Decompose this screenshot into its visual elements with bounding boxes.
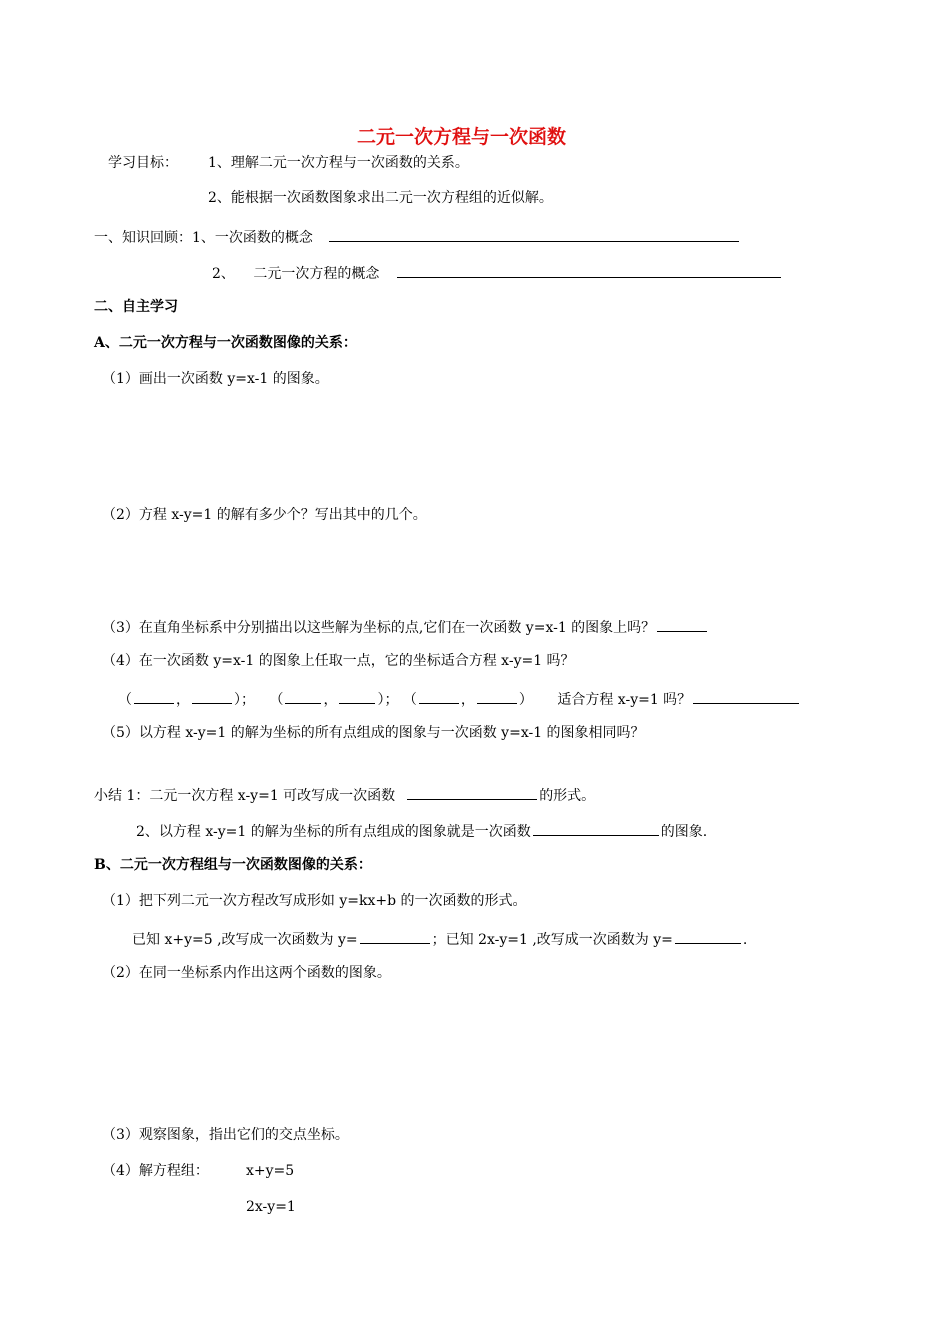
pair-2-comma: ， [323,692,338,708]
summary-1-suffix: 的形式。 [539,788,596,804]
goal-item-2: 2、能根据一次函数图象求出二元一次方程组的近似解。 [208,190,553,206]
page-title: 二元一次方程与一次函数 [357,126,567,148]
conversion-1-blank[interactable] [360,928,430,944]
summary-1 [94,784,595,805]
pairs-question: 适合方程 x-y=1 吗？ [557,692,692,708]
part-a-question-3-text: （3）在直角坐标系中分别描出以这些解为坐标的点,它们在一次函数 y=x-1 的图象上吗？ [102,620,656,636]
pair-3-comma: ， [460,692,475,708]
part-a-question-4: （4）在一次函数 y=x-1 的图象上任取一点，它的坐标适合方程 x-y=1 吗？ [102,653,575,669]
conversion-1-text: 已知 x+y=5 ,改写成一次函数为 y= [132,932,358,948]
part-a-question-1: （1）画出一次函数 y=x-1 的图象。 [102,371,329,387]
part-b-question-2: （2）在同一坐标系内作出这两个函数的图象。 [102,965,391,981]
summary-2-text: 2、以方程 x-y=1 的解为坐标的所有点组成的图象就是一次函数 [136,824,531,840]
pair-2-open: （ [269,692,284,708]
pair-2-x-blank[interactable] [285,688,321,704]
pair-3-y-blank[interactable] [477,688,517,704]
pair-3-x-blank[interactable] [419,688,459,704]
part-a-question-5: （5）以方程 x-y=1 的解为坐标的所有点组成的图象与一次函数 y=x-1 的图象相同吗？ [102,725,645,741]
review-answer-1-blank[interactable] [329,226,739,242]
conversion-end: . [742,932,748,948]
pair-2-close: ）； [377,692,399,708]
pair-3-open: （ [402,692,417,708]
coordinate-pairs-row [118,688,801,709]
pair-2-y-blank[interactable] [339,688,375,704]
conversion-2-text: ；已知 2x-y=1 ,改写成一次函数为 y= [431,932,673,948]
summary-2-blank[interactable] [533,820,659,836]
summary-2 [136,820,707,841]
pair-3-close: ） [518,692,533,708]
summary-2-suffix: 的图象. [660,824,708,840]
pair-1-open: （ [118,692,132,708]
review-item-2-number: 2、 [212,266,235,282]
equation-1: x+y=5 [246,1163,295,1179]
part-b-question-1-conversions [132,928,747,949]
pair-1-x-blank[interactable] [134,688,174,704]
part-b-question-4: （4）解方程组： [102,1163,209,1179]
review-item-1 [94,226,741,247]
part-a-heading: A、二元一次方程与一次函数图像的关系： [94,335,357,351]
part-a-question-3-blank[interactable] [657,616,707,632]
conversion-2-blank[interactable] [675,928,741,944]
part-a-question-3 [102,616,709,637]
pairs-answer-blank[interactable] [693,688,799,704]
pair-1-close: ）； [234,692,255,708]
pair-1-comma: ， [176,692,190,708]
summary-1-blank[interactable] [407,784,537,800]
goals-label: 学习目标： [108,155,178,171]
review-item-2-text: 二元一次方程的概念 [253,266,380,282]
review-label: 一、知识回顾：1、一次函数的概念 [94,230,313,246]
part-b-question-3: （3）观察图象，指出它们的交点坐标。 [102,1127,349,1143]
review-answer-2-blank[interactable] [397,262,781,278]
goal-item-1: 1、理解二元一次方程与一次函数的关系。 [208,155,469,171]
part-b-question-1: （1）把下列二元一次方程改写成形如 y=kx+b 的一次函数的形式。 [102,893,527,909]
section-2-heading: 二、自主学习 [94,299,178,315]
part-a-question-2: （2）方程 x-y=1 的解有多少个？写出其中的几个。 [102,507,427,523]
equation-2: 2x-y=1 [246,1199,296,1215]
pair-1-y-blank[interactable] [192,688,232,704]
review-item-2 [212,262,783,283]
part-b-heading: B、二元一次方程组与一次函数图像的关系： [94,857,372,873]
summary-1-text: 小结 1：二元一次方程 x-y=1 可改写成一次函数 [94,788,396,804]
